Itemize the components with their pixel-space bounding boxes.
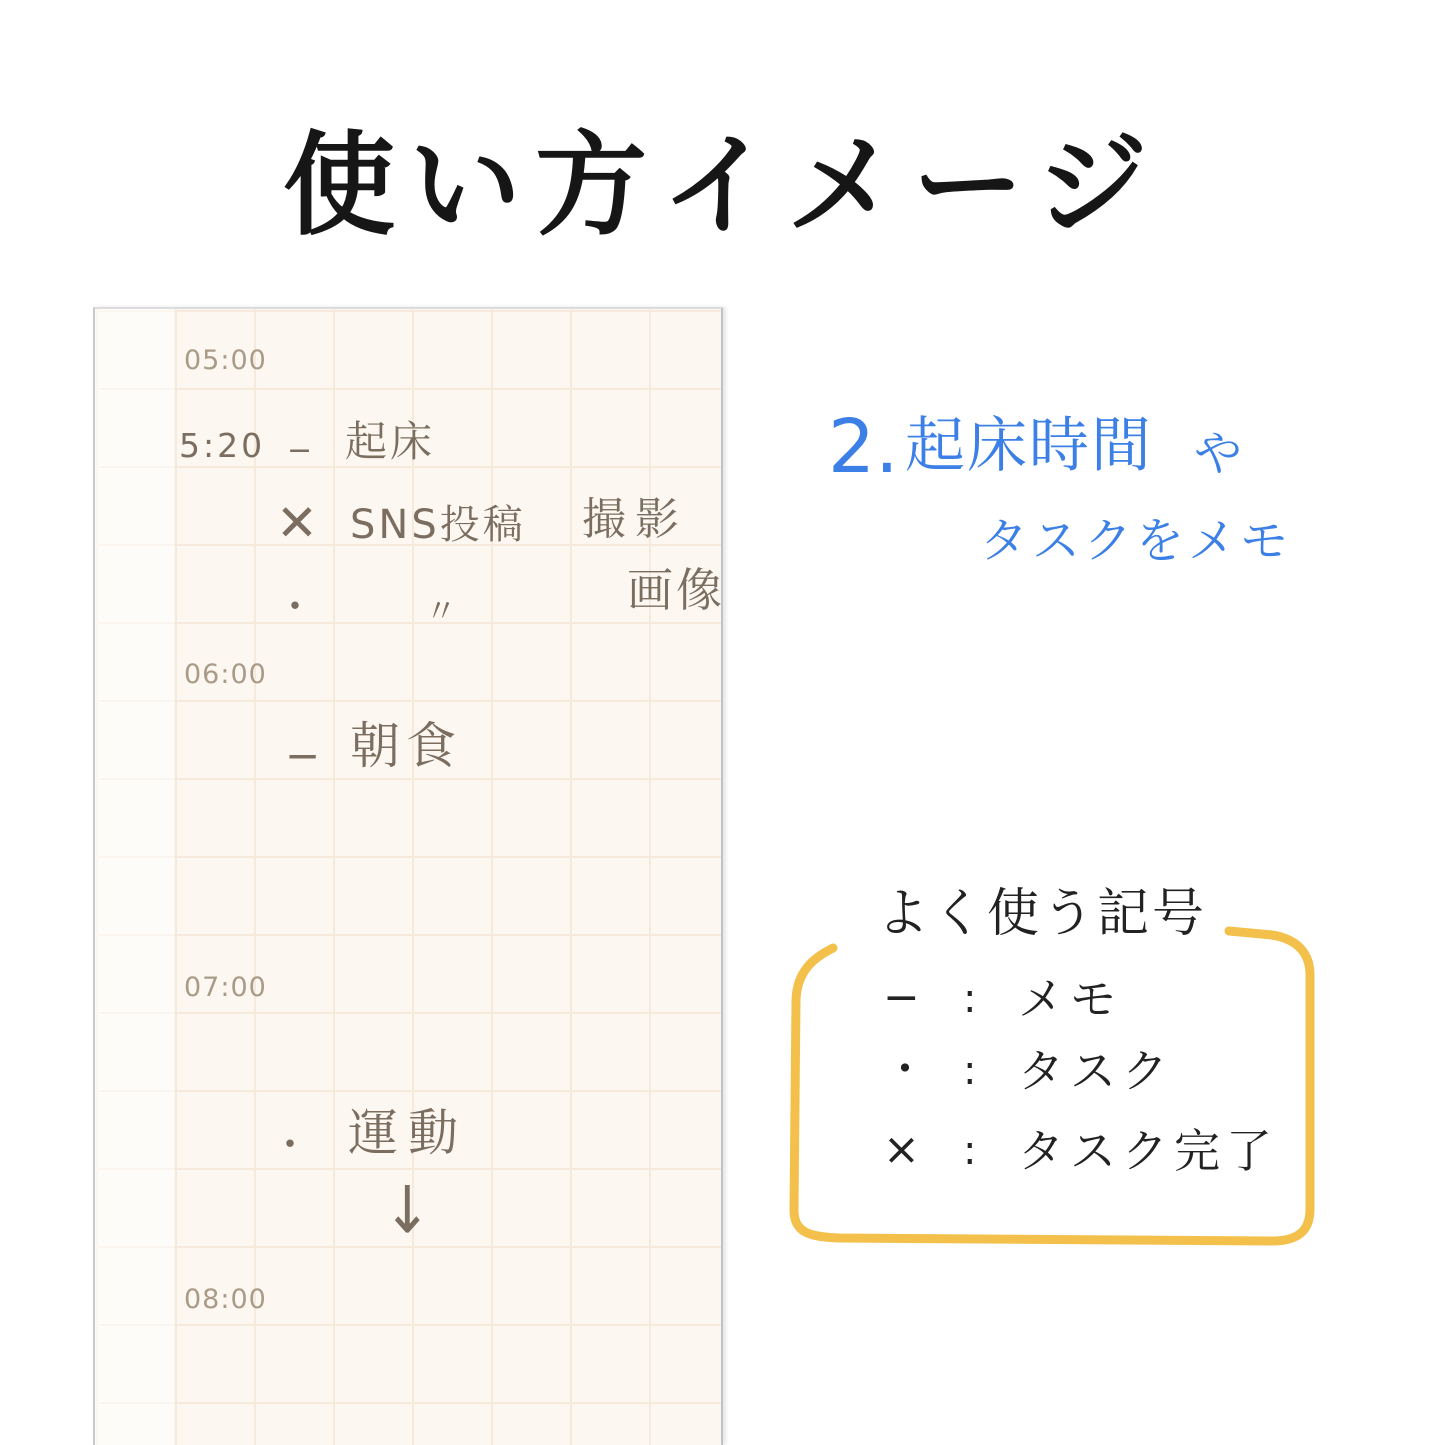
annotation-particle: や <box>1194 426 1243 482</box>
handwritten-wake-label: 起床 <box>345 417 436 466</box>
time-gutter <box>95 309 174 1445</box>
ditto-mark: 〃 <box>425 592 458 630</box>
annotation-step-number: 2. <box>828 404 899 490</box>
schedule-panel <box>93 307 723 1445</box>
time-label-0500: 05:00 <box>184 345 267 376</box>
page-title: 使い方イメージ <box>283 121 1162 251</box>
legend-colon: : <box>963 1128 977 1174</box>
handwritten-breakfast-label: 朝食 <box>350 717 462 775</box>
legend-meaning-memo: メモ <box>1018 972 1122 1026</box>
handwritten-image-label: 画像 <box>627 563 725 617</box>
handwritten-wake-time: 5:20 <box>179 426 266 465</box>
yellow-bracket-frame <box>780 915 1330 1260</box>
legend-title: よく使う記号 <box>877 884 1208 944</box>
task-dot-mark: ・ <box>270 1122 310 1168</box>
annotation-line1: 起床時間 <box>905 411 1153 481</box>
handwritten-shoot-label: 撮影 <box>582 494 688 545</box>
handwritten-sns-post-label: SNS投稿 <box>350 502 526 548</box>
task-dot-mark: ・ <box>883 1044 927 1095</box>
down-arrow-mark: ↓ <box>383 1171 432 1249</box>
time-label-0800: 08:00 <box>184 1284 267 1315</box>
task-done-x-mark: ✕ <box>276 494 318 552</box>
legend-meaning-task-done: タスク完了 <box>1018 1124 1278 1178</box>
memo-dash-mark: − <box>883 972 920 1023</box>
task-dot-mark: ・ <box>275 584 315 630</box>
legend-meaning-task: タスク <box>1018 1044 1174 1098</box>
legend-colon: : <box>963 976 977 1022</box>
handwritten-exercise-label: 運動 <box>348 1104 468 1162</box>
task-done-x-mark: × <box>883 1124 920 1175</box>
annotation-line2: タスクをメモ <box>980 513 1293 569</box>
memo-dash-mark: − <box>285 731 321 780</box>
legend-colon: : <box>963 1048 977 1094</box>
time-label-0600: 06:00 <box>184 659 267 690</box>
memo-dash-mark: − <box>287 433 313 468</box>
time-label-0700: 07:00 <box>184 972 267 1003</box>
